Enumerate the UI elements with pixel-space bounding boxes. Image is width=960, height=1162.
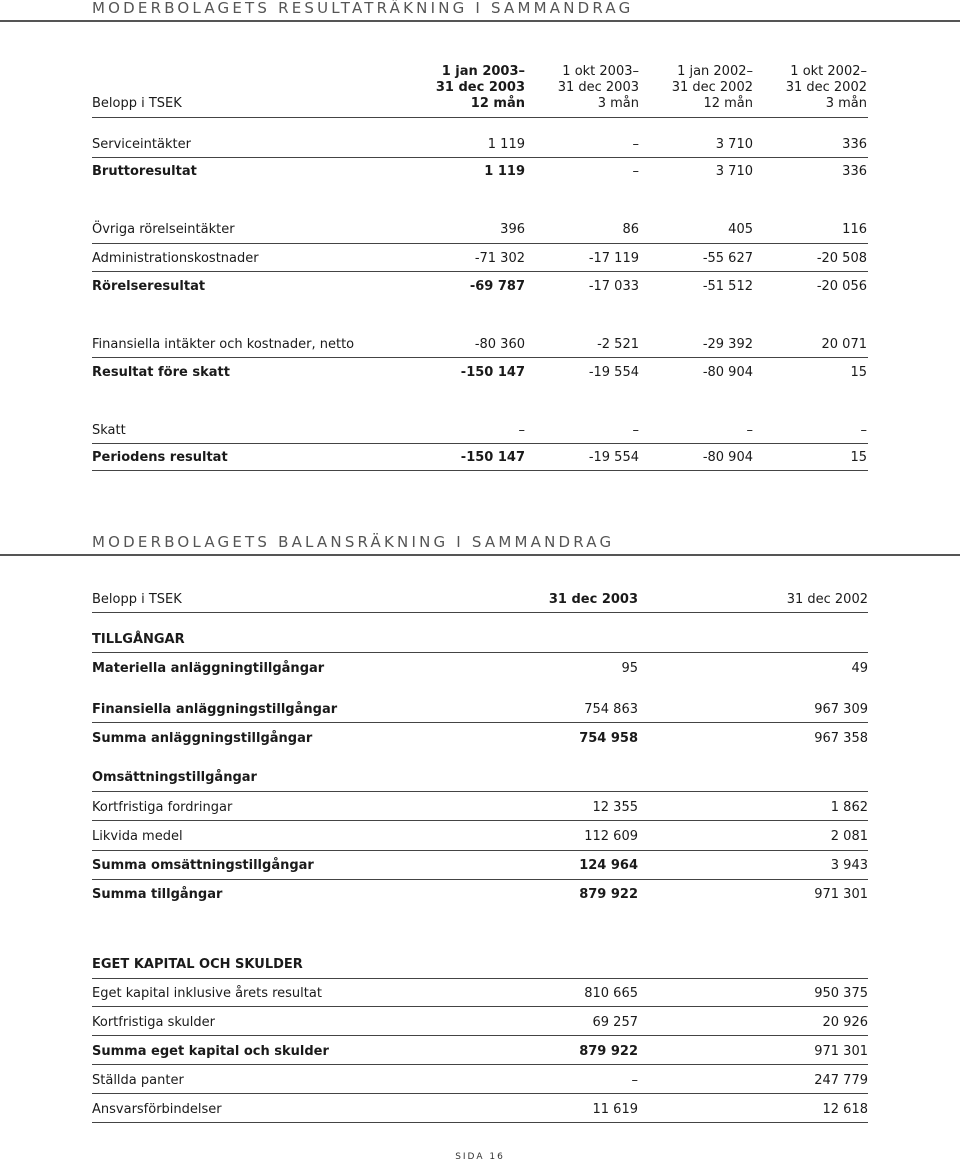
balance-cell: 754 863 [584,702,638,717]
balance-row-rule [92,820,868,821]
balance-row-rule [92,791,868,792]
balance-row-rule [92,1006,868,1007]
balance-cell: 112 609 [584,829,638,844]
income-row-label: Resultat före skatt [92,365,230,380]
income-cell: 15 [850,450,867,465]
income-col-header-4 [762,64,867,112]
income-row-label: Rörelseresultat [92,279,206,294]
balance-label-header: Belopp i TSEK [92,592,182,607]
balance-row-label: Ansvarsförbindelser [92,1102,222,1117]
balance-cell: 879 922 [579,1044,638,1059]
col-2-line-3: 3 mån [597,96,639,111]
income-row-rule [92,443,868,444]
income-cell: 20 071 [821,337,867,352]
balance-cell: 1 862 [830,800,868,815]
balance-row-label: Ställda panter [92,1073,184,1088]
balance-row-label: Summa omsättningstillgångar [92,858,314,873]
balance-col-header-2: 31 dec 2002 [786,592,868,607]
balance-row-label: Eget kapital inklusive årets resultat [92,986,322,1001]
balance-row-label: Likvida medel [92,829,183,844]
col-1-line-2: 31 dec 2003 [435,80,525,95]
balance-row-rule [92,1122,868,1123]
income-cell: -17 033 [588,279,639,294]
income-cell: 15 [850,365,867,380]
income-cell: – [746,423,753,438]
income-cell: -71 302 [474,251,525,266]
col-4-line-3: 3 mån [825,96,867,111]
income-row-label: Skatt [92,423,126,438]
income-section-title: MODERBOLAGETS RESULTATRÄKNING I SAMMANDRAG [92,0,634,17]
balance-cell: 12 355 [592,800,638,815]
income-cell: -19 554 [588,365,639,380]
income-row-rule [92,157,868,158]
balance-row-rule [92,1093,868,1094]
income-cell: -80 360 [474,337,525,352]
income-cell: 405 [728,222,753,237]
income-cell: -69 787 [469,279,525,294]
balance-row-rule [92,879,868,880]
income-cell: – [632,164,639,179]
balance-row-label: Kortfristiga skulder [92,1015,215,1030]
income-row-label: Finansiella intäkter och kostnader, netto [92,337,355,352]
income-cell: -29 392 [702,337,753,352]
balance-cell: 754 958 [579,731,638,746]
income-cell: -80 904 [702,450,753,465]
balance-cell: 967 309 [814,702,868,717]
balance-row-rule [92,652,868,653]
balance-row-label: Summa anläggningstillgångar [92,731,313,746]
income-cell: -80 904 [702,365,753,380]
income-cell: 1 119 [484,164,525,179]
balance-row-label: Summa tillgångar [92,887,223,902]
balance-cell: 69 257 [592,1015,638,1030]
balance-col-header-1: 31 dec 2003 [548,592,638,607]
balance-cell: 2 081 [830,829,868,844]
balance-cell: 971 301 [814,1044,868,1059]
col-4-line-2: 31 dec 2002 [785,80,867,95]
balance-row-label: Summa eget kapital och skulder [92,1044,329,1059]
balance-row-label: Finansiella anläggningstillgångar [92,702,338,717]
balance-cell: – [631,1073,638,1088]
income-cell: – [632,137,639,152]
balance-cell: 20 926 [822,1015,868,1030]
balance-row-rule [92,850,868,851]
income-cell: -55 627 [702,251,753,266]
balance-group-heading: EGET KAPITAL OCH SKULDER [92,957,303,972]
income-header-rule [92,117,868,118]
income-title-rule [0,20,960,22]
balance-cell: 879 922 [579,887,638,902]
col-4-line-1: 1 okt 2002– [790,64,867,79]
balance-cell: 950 375 [814,986,868,1001]
balance-title-rule [0,554,960,556]
income-cell: – [632,423,639,438]
income-cell: -19 554 [588,450,639,465]
col-2-line-2: 31 dec 2003 [557,80,639,95]
page-number: SIDA 16 [455,1152,505,1162]
income-cell: -20 056 [816,279,867,294]
balance-row-rule [92,1064,868,1065]
income-cell: 336 [842,164,867,179]
income-cell: 3 710 [715,164,753,179]
balance-cell: 3 943 [830,858,868,873]
income-cell: 396 [500,222,525,237]
income-cell: -17 119 [588,251,639,266]
income-cell: -150 147 [460,365,525,380]
income-col-header-2 [534,64,639,112]
income-row-label: Periodens resultat [92,450,228,465]
balance-cell: 12 618 [822,1102,868,1117]
income-row-rule [92,470,868,471]
balance-cell: 11 619 [592,1102,638,1117]
balance-cell: 49 [851,661,868,676]
balance-cell: 247 779 [814,1073,868,1088]
income-cell: 116 [842,222,867,237]
balance-cell: 124 964 [579,858,638,873]
income-row-rule [92,357,868,358]
income-cell: 336 [842,137,867,152]
col-3-line-2: 31 dec 2002 [671,80,753,95]
income-cell: 1 119 [487,137,525,152]
income-cell: -150 147 [460,450,525,465]
income-cell: -20 508 [816,251,867,266]
balance-cell: 95 [621,661,638,676]
income-cell: 86 [622,222,639,237]
income-col-header-3 [648,64,753,112]
income-row-label: Administrationskostnader [92,251,259,266]
col-3-line-1: 1 jan 2002– [677,64,753,79]
balance-row-rule [92,722,868,723]
income-col-header-1 [420,64,525,112]
col-1-line-1: 1 jan 2003– [441,64,525,79]
balance-group-heading: Omsättningstillgångar [92,770,257,785]
balance-section-title: MODERBOLAGETS BALANSRÄKNING I SAMMANDRAG [92,533,615,551]
balance-row-label: Materiella anläggningtillgångar [92,661,325,676]
income-cell: -2 521 [597,337,639,352]
income-row-label: Serviceintäkter [92,137,191,152]
balance-row-rule [92,1035,868,1036]
balance-group-heading: TILLGÅNGAR [92,632,185,647]
income-row-label: Bruttoresultat [92,164,197,179]
income-cell: – [518,423,525,438]
balance-cell: 810 665 [584,986,638,1001]
col-1-line-3: 12 mån [470,96,525,111]
col-2-line-1: 1 okt 2003– [562,64,639,79]
income-cell: -51 512 [702,279,753,294]
balance-row-rule [92,978,868,979]
income-cell: – [860,423,867,438]
income-row-rule [92,243,868,244]
col-3-line-3: 12 mån [703,96,753,111]
income-label-header: Belopp i TSEK [92,96,182,111]
balance-cell: 967 358 [814,731,868,746]
balance-cell: 971 301 [814,887,868,902]
balance-header-rule [92,612,868,613]
income-row-rule [92,271,868,272]
balance-row-label: Kortfristiga fordringar [92,800,233,815]
income-cell: 3 710 [715,137,753,152]
income-row-label: Övriga rörelseintäkter [92,222,235,237]
